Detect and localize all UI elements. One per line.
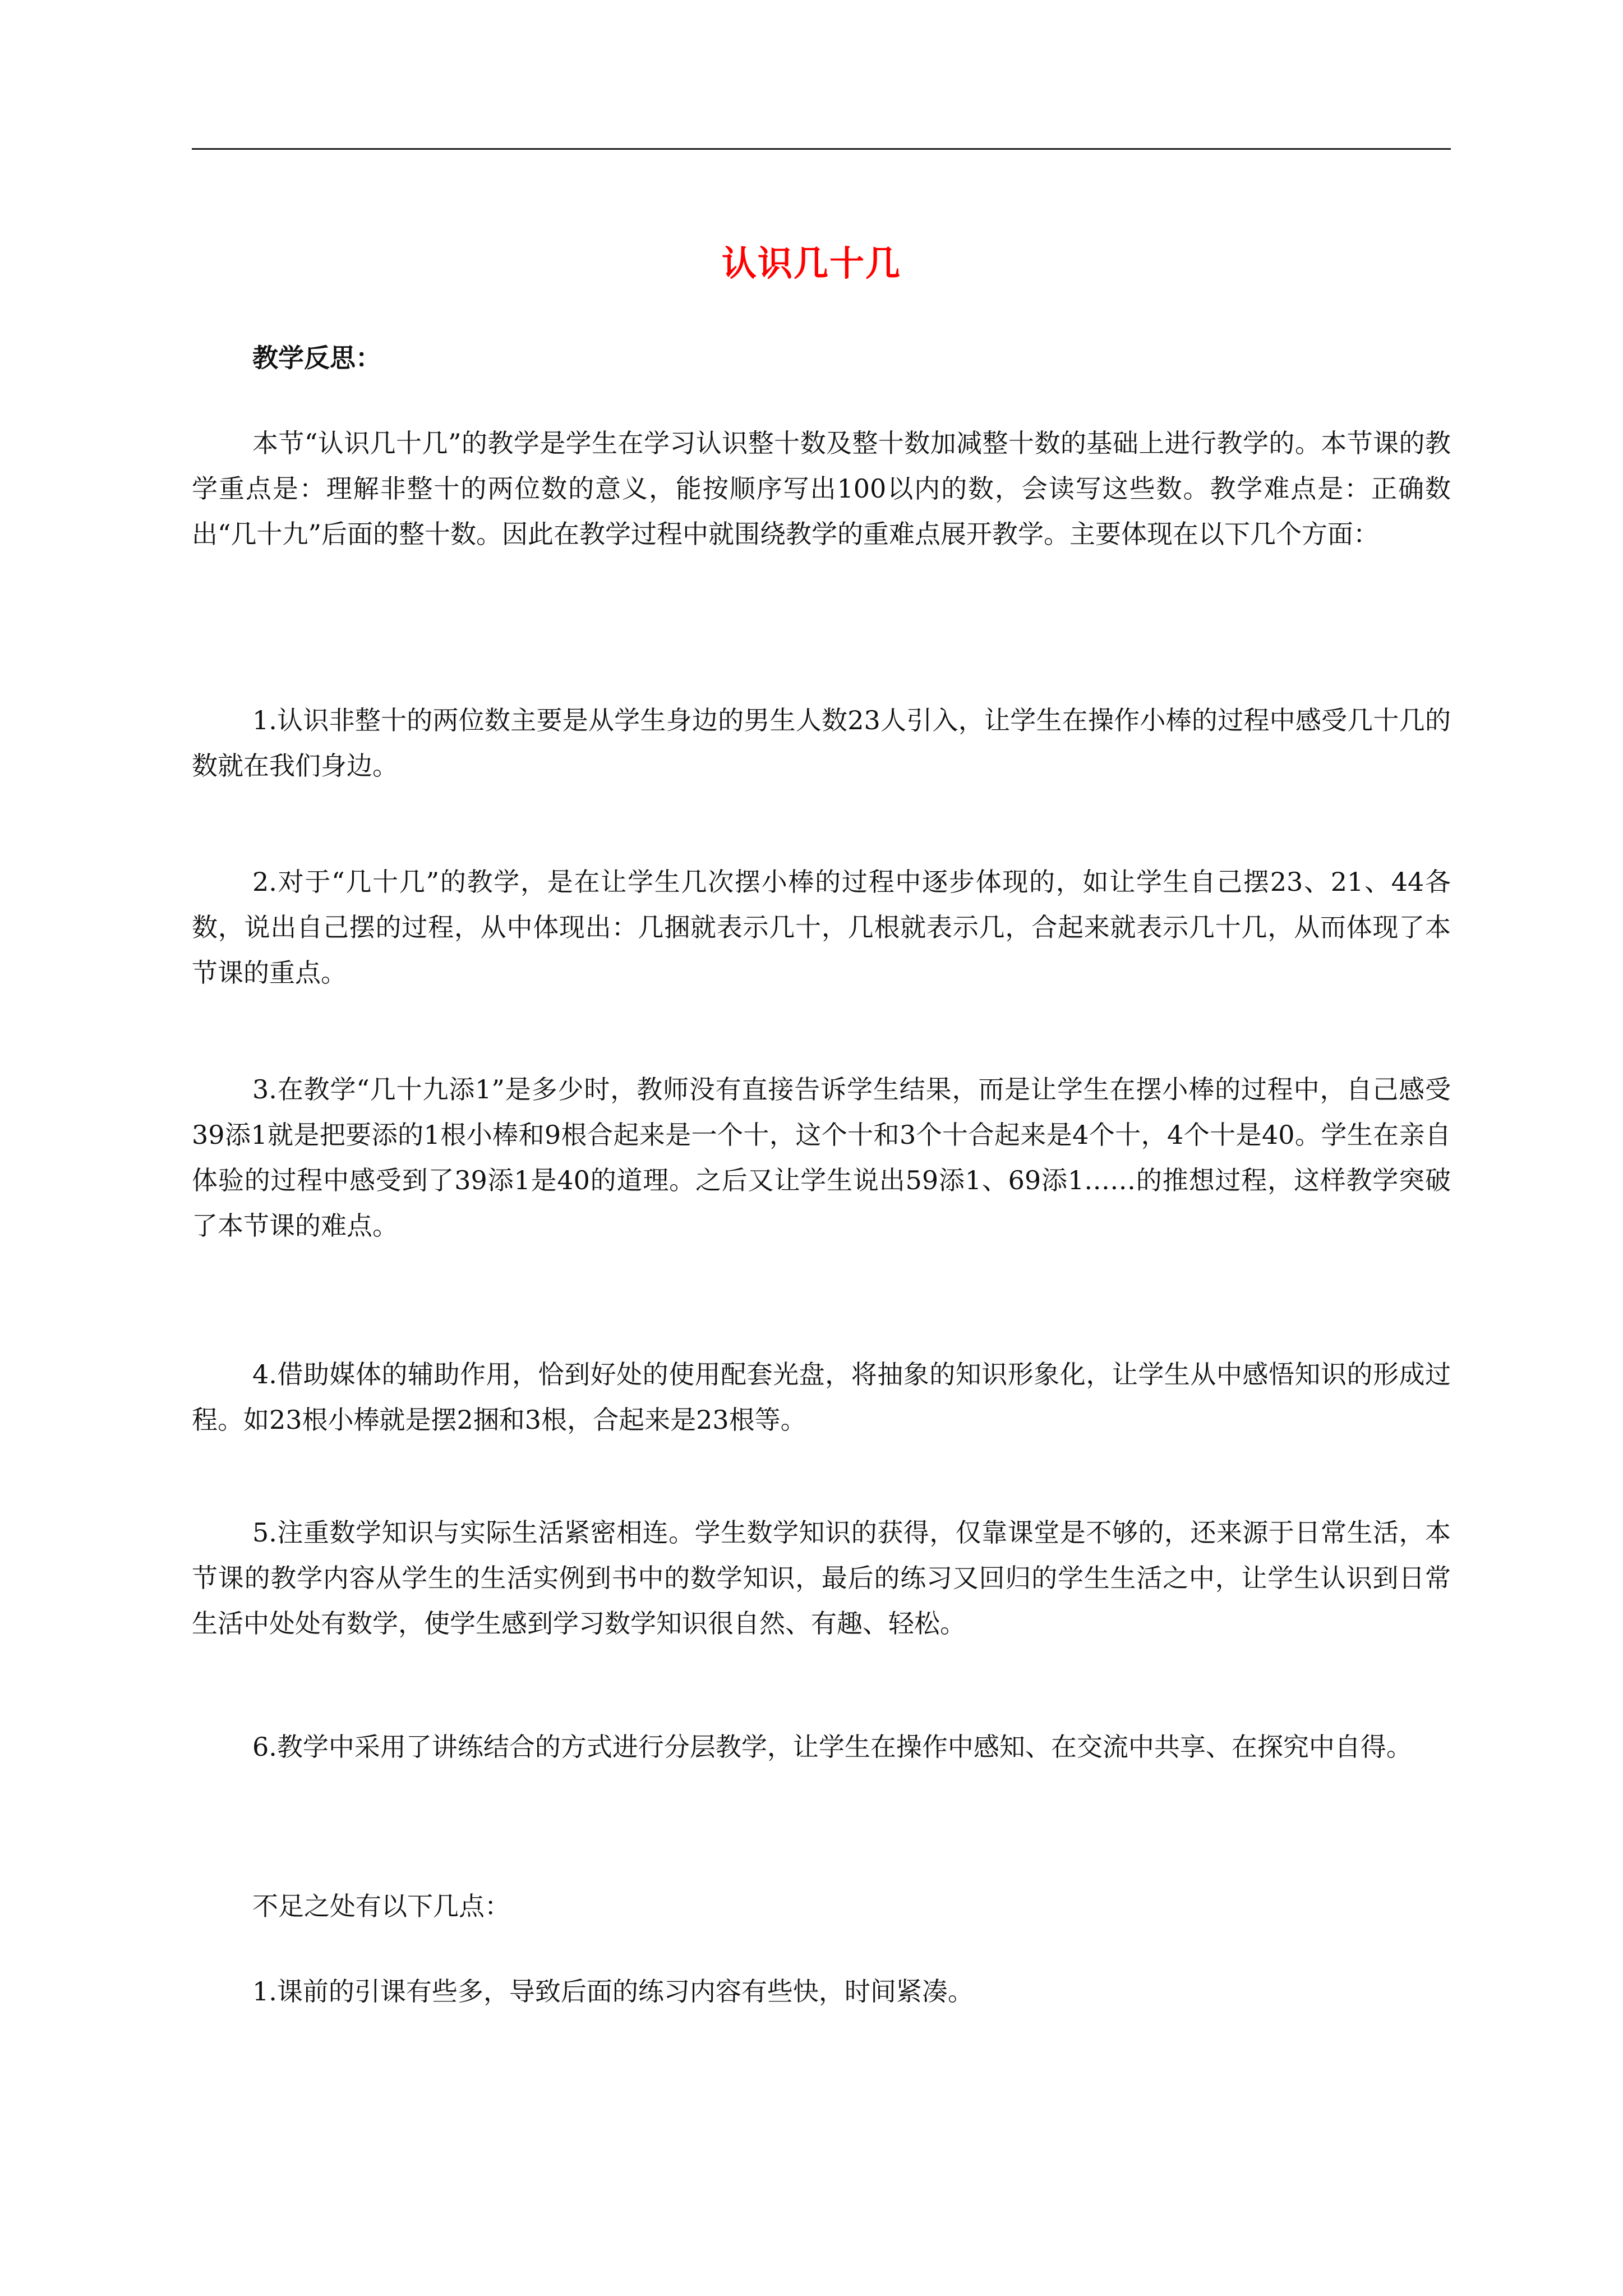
page-title: 认识几十几 [721, 243, 901, 284]
point-paragraph-6: 6.教学中采用了讲练结合的方式进行分层教学，让学生在操作中感知、在交流中共享、在探究中自得。 [252, 1732, 1412, 1762]
header-rule [192, 148, 1451, 150]
point-paragraph-2: 2.对于“几十几”的教学，是在让学生几次摆小棒的过程中逐步体现的，如让学生自己摆23、21、44各数，说出自己摆的过程，从中体现出：几捆就表示几十，几根就表示几，合起来就表示几十几，从而体现了本节课的重点。 [192, 867, 1451, 988]
point-paragraph-1: 1.认识非整十的两位数主要是从学生身边的男生人数23人引入，让学生在操作小棒的过程中感受几十几的数就在我们身边。 [192, 705, 1451, 781]
shortcoming-paragraph-1: 1.课前的引课有些多，导致后面的练习内容有些快，时间紧凑。 [252, 1976, 974, 2007]
intro-paragraph: 本节“认识几十几”的教学是学生在学习认识整十数及整十数加减整十数的基础上进行教学的。本节课的教学重点是：理解非整十的两位数的意义，能按顺序写出100以内的数，会读写这些数。教学难点是：正确数出“几十九”后面的整十数。因此在教学过程中就围绕教学的重难点展开教学。主要体现在以下几个方面： [192, 428, 1451, 549]
point-paragraph-5: 5.注重数学知识与实际生活紧密相连。学生数学知识的获得，仅靠课堂是不够的，还来源于日常生活，本节课的教学内容从学生的生活实例到书中的数学知识，最后的练习又回归的学生生活之中，让学生认识到日常生活中处处有数学，使学生感到学习数学知识很自然、有趣、轻松。 [192, 1517, 1451, 1639]
section-heading: 教学反思： [252, 343, 381, 373]
point-paragraph-4: 4.借助媒体的辅助作用，恰到好处的使用配套光盘，将抽象的知识形象化，让学生从中感悟知识的形成过程。如23根小棒就是摆2捆和3根，合起来是23根等。 [192, 1359, 1451, 1435]
shortcomings-heading: 不足之处有以下几点： [252, 1891, 510, 1921]
point-paragraph-3: 3.在教学“几十九添1”是多少时，教师没有直接告诉学生结果，而是让学生在摆小棒的过程中，自己感受39添1就是把要添的1根小棒和9根合起来是一个十，这个十和3个十合起来是4个十，4个十是40。学生在亲自体验的过程中感受到了39添1是40的道理。之后又让学生说出59添1、69添1……的推想过程，这样教学突破了本节课的难点。 [192, 1074, 1451, 1241]
